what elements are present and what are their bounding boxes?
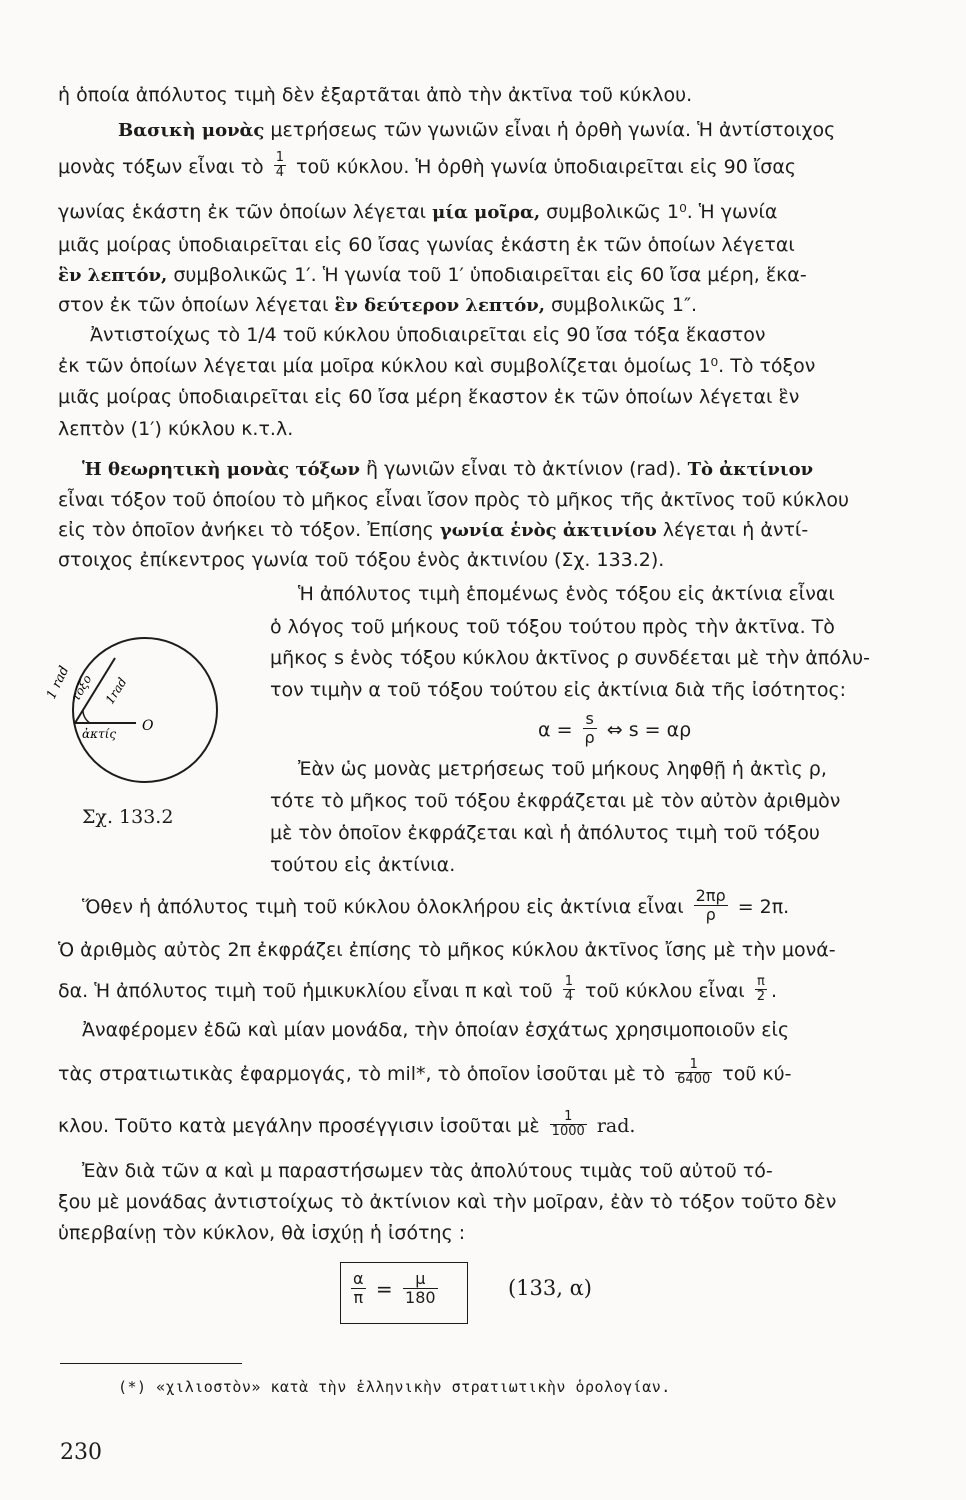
text-line: Ἐὰν ὡς μονὰς μετρήσεως τοῦ μήκους ληφθῇ ἡ ἀκτὶς ρ,: [298, 758, 827, 780]
fraction: $\frac{\pi}{2}$: [756, 974, 766, 1004]
label-rad-outer: 1 rad: [44, 663, 73, 702]
bold-term: Ἡ θεωρητικὴ μονὰς τόξων: [82, 459, 360, 480]
text-line: στοιχος ἐπίκεντρος γωνία τοῦ τόξου ἑνὸς ἀκτινίου (Σχ. 133.2).: [58, 549, 665, 571]
text-line: ἐκ τῶν ὁποίων λέγεται μία μοῖρα κύκλου καὶ συμβολίζεται ὁμοίως 1⁰. Τὸ τόξον: [58, 355, 816, 377]
text-line: ἓν λεπτόν, συμβολικῶς 1′. Ἡ γωνία τοῦ 1′ ὑποδιαιρεῖται εἰς 60 ἴσα μέρη, ἕκα-: [58, 264, 807, 286]
text-line: μιᾶς μοίρας ὑποδιαιρεῖται εἰς 60 ἴσας γωνίας ἑκάστη ἐκ τῶν ὁποίων λέγεται: [58, 234, 795, 256]
text-line: Ἀναφέρομεν ἐδῶ καὶ μίαν μονάδα, τὴν ὁποίαν ἐσχάτως χρησιμοποιοῦν εἰς: [82, 1019, 790, 1041]
circle: [73, 638, 217, 782]
text-line: λεπτὸν (1′) κύκλου κ.τ.λ.: [58, 418, 294, 440]
text-line: γωνίας ἑκάστη ἐκ τῶν ὁποίων λέγεται μία μοῖρα, συμβολικῶς 1⁰. Ἡ γωνία: [58, 201, 778, 223]
bold-term: Βασικὴ μονὰς: [118, 120, 265, 141]
text-line: Βασικὴ μονὰς μετρήσεως τῶν γωνιῶν εἶναι ἡ ὀρθὴ γωνία. Ἡ ἀντίστοιχος: [118, 119, 836, 141]
fraction-lhs: $\frac{\alpha}{\pi}$: [353, 1269, 364, 1307]
text-line: τον τιμὴν α τοῦ τόξου τούτου εἰς ἀκτίνια διὰ τῆς ἰσότητος:: [270, 679, 847, 701]
text-line: Ἡ ἀπόλυτος τιμὴ ἑπομένως ἑνὸς τόξου εἰς ἀκτίνια εἶναι: [298, 583, 835, 605]
equation-label: (133, α): [508, 1276, 592, 1300]
text-line: τότε τὸ μῆκος τοῦ τόξου ἐκφράζεται μὲ τὸν αὐτὸν ἀριθμὸν: [270, 790, 841, 812]
text-line: στον ἐκ τῶν ὁποίων λέγεται ἓν δεύτερον λεπτόν, συμβολικῶς 1″.: [58, 294, 698, 316]
text-line: μῆκος s ἑνὸς τόξου κύκλου ἀκτῖνος ρ συνδέεται μὲ τὴν ἀπόλυ-: [270, 647, 870, 669]
label-center: O: [142, 718, 154, 734]
equation-s-alpha-rho: α = $\frac{s}{\rho}$ ⇔ s = αρ: [538, 709, 692, 747]
label-arc: τόξο: [68, 672, 95, 704]
text-line: τούτου εἰς ἀκτίνια.: [270, 854, 456, 876]
text-line: κλου. Τοῦτο κατὰ μεγάλην προσέγγισιν ἰσοῦται μὲ $\frac{1}{1000}$ rad.: [58, 1109, 636, 1139]
angle-arc: [83, 710, 90, 723]
fraction: $\frac{1}{1000}$: [551, 1109, 585, 1139]
text-line: μιᾶς μοίρας ὑποδιαιρεῖται εἰς 60 ἴσα μέρη ἕκαστον ἐκ τῶν ὁποίων λέγεται ἓν: [58, 386, 800, 408]
text-line: Ἡ θεωρητικὴ μονὰς τόξων ἢ γωνιῶν εἶναι τὸ ἀκτίνιον (rad). Τὸ ἀκτίνιον: [82, 458, 814, 480]
text-line: ξου μὲ μονάδας ἀντιστοίχως τὸ ἀκτίνιον καὶ τὴν μοῖραν, ἐὰν τὸ τόξον τοῦτο δὲν: [58, 1191, 837, 1213]
bold-term: Τὸ ἀκτίνιον: [687, 459, 814, 480]
fraction: $\frac{s}{\rho}$: [584, 709, 595, 747]
text-line: Ἀντιστοίχως τὸ 1/4 τοῦ κύκλου ὑποδιαιρεῖται εἰς 90 ἴσα τόξα ἕκαστον: [90, 324, 766, 346]
text-line: μονὰς τόξων εἶναι τὸ $\frac{1}{4}$ τοῦ κύκλου. Ἡ ὀρθὴ γωνία ὑποδιαιρεῖται εἰς 90 ἴσας: [58, 150, 797, 180]
bold-term: ἓν δεύτερον λεπτόν,: [334, 295, 545, 316]
label-rad-inner: 1rad: [102, 675, 130, 707]
label-radius: ἀκτίς: [82, 727, 117, 741]
fraction: $\frac{1}{4}$: [564, 974, 573, 1004]
radian-circle-figure: [40, 630, 230, 790]
text-line: Ὅθεν ἡ ἀπόλυτος τιμὴ τοῦ κύκλου ὁλοκλήρου εἰς ἀκτίνια εἶναι $\frac{2\pi\rho}{\rho}$ = 2π.: [82, 886, 790, 924]
bold-term: ἓν λεπτόν,: [58, 265, 168, 286]
bold-term: γωνία ἑνὸς ἀκτινίου: [439, 520, 657, 541]
bold-term: μία μοῖρα,: [432, 202, 541, 223]
text-line: Ὁ ἀριθμὸς αὐτὸς 2π ἐκφράζει ἐπίσης τὸ μῆκος κύκλου ἀκτῖνος ἴσης μὲ τὴν μονά-: [58, 939, 836, 961]
fraction-rhs: $\frac{\mu}{180}$: [405, 1269, 436, 1307]
figure-caption: Σχ. 133.2: [82, 806, 174, 828]
text-line: Ἐὰν διὰ τῶν α καὶ μ παραστήσωμεν τὰς ἀπολύτους τιμὰς τοῦ αὐτοῦ τό-: [82, 1160, 773, 1182]
boxed-equation: $\frac{\alpha}{\pi}$ = $\frac{\mu}{180}$: [340, 1262, 468, 1324]
text-line: ὁ λόγος τοῦ μήκους τοῦ τόξου τούτου πρὸς τὴν ἀκτῖνα. Τὸ: [270, 616, 835, 638]
page-number: 230: [60, 1440, 102, 1465]
text-line: ἡ ὁποία ἀπόλυτος τιμὴ δὲν ἐξαρτᾶται ἀπὸ τὴν ἀκτῖνα τοῦ κύκλου.: [58, 84, 693, 106]
footnote-rule: [60, 1363, 242, 1364]
fraction: $\frac{1}{4}$: [275, 150, 284, 180]
text-line: δα. Ἡ ἀπόλυτος τιμὴ τοῦ ἡμικυκλίου εἶναι π καὶ τοῦ $\frac{1}{4}$ τοῦ κύκλου εἶναι $\frac{\pi}{2}$ .: [58, 974, 778, 1004]
text-line: τὰς στρατιωτικὰς ἐφαρμογάς, τὸ mil*, τὸ ὁποῖον ἰσοῦται μὲ τὸ $\frac{1}{6400}$ τοῦ κύ-: [58, 1057, 792, 1087]
text-line: εἶναι τόξον τοῦ ὁποίου τὸ μῆκος εἶναι ἴσον πρὸς τὸ μῆκος τῆς ἀκτῖνος τοῦ κύκλου: [58, 489, 850, 511]
text-line: μὲ τὸν ὁποῖον ἐκφράζεται καὶ ἡ ἀπόλυτος τιμὴ τοῦ τόξου: [270, 822, 820, 844]
footnote: (*) «χιλιοστὸν» κατὰ τὴν ἑλληνικὴν στρατιωτικὴν ὁρολογίαν.: [118, 1378, 671, 1396]
text-line: ὑπερβαίνῃ τὸν κύκλον, θὰ ἰσχύῃ ἡ ἰσότης :: [58, 1222, 466, 1244]
fraction: $\frac{1}{6400}$: [677, 1057, 711, 1087]
fraction: $\frac{2\pi\rho}{\rho}$: [695, 886, 726, 924]
text-line: εἰς τὸν ὁποῖον ἀνήκει τὸ τόξον. Ἐπίσης γωνία ἑνὸς ἀκτινίου λέγεται ἡ ἀντί-: [58, 519, 809, 541]
